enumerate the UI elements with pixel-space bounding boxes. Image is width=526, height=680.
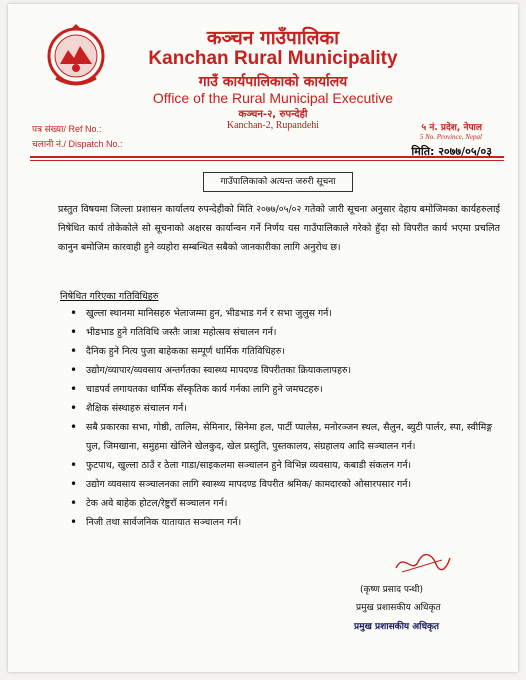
letter-page bbox=[8, 4, 518, 672]
province-np: ५ नं. प्रदेश, नेपाल bbox=[421, 123, 482, 133]
province-en: 5 No. Province, Nepal bbox=[419, 133, 482, 141]
address-np: कञ्चन-२, रुपन्देही bbox=[238, 109, 308, 120]
list-item: • टेक अवे बाहेक होटल/रेष्टुराँ सञ्चालन गर्न। bbox=[70, 494, 502, 513]
letter-date: मिति: २०७७/०५/०३ bbox=[411, 145, 492, 158]
list-item: • उद्योग व्यवसाय सञ्चालनका लागि स्वास्थ्य मापदण्ड विपरीत श्रमिक/ कामदारको ओसारपसार गर्न। bbox=[70, 475, 502, 494]
list-item: • खुल्ला स्थानमा मानिसहरु भेलाजम्मा हुन, भीडभाड गर्न र सभा जुलुस गर्न। bbox=[70, 304, 502, 323]
subject-box: गाउँपालिकाको अत्यन्त जरुरी सूचना bbox=[203, 172, 353, 192]
list-item: • उद्योग/व्यापार/व्यवसाय अन्तर्गतका स्वास्थ्य मापदण्ड विपरीतका क्रियाकलापहरु। bbox=[70, 361, 502, 380]
list-item: • शैक्षिक संस्थाहरु संचालन गर्न। bbox=[70, 399, 502, 418]
office-name-np: गाउँ कार्यपालिकाको कार्यालय bbox=[198, 74, 348, 90]
list-item: • दैनिक हुने नित्य पुजा बाहेकका सम्पूर्ण धार्मिक गतिविधिहरु। bbox=[70, 342, 502, 361]
section-title: निषेधित गरिएका गतिविधिहरु bbox=[60, 291, 159, 302]
list-item: • सबै प्रकारका सभा, गोष्ठी, तालिम, सेमिनार, सिनेमा हल, पार्टी प्यालेस, मनोरञ्जन स्थल, सैलुन, ब्युटी पार्लर, स्पा, स्वीमिङ्ग पुल, जिमखाना, समुहमा खेलिने खेलकुद, खेल प्रस्तुति, पुस्तकालय, संग्रहालय आदि सञ्चालन गर्न। bbox=[70, 418, 502, 456]
header-divider bbox=[30, 156, 504, 158]
address-en: Kanchan-2, Rupandehi bbox=[226, 120, 320, 131]
header-divider-thin bbox=[30, 160, 504, 161]
ref-number-label: पत्र संख्या/ Ref No.: bbox=[32, 124, 102, 134]
signatory-title: प्रमुख प्रशासकीय अधिकृत bbox=[356, 603, 441, 613]
list-item: • भीडभाड हुने गतिविधि जस्तैः जात्रा महोत्सव संचालन गर्न। bbox=[70, 323, 502, 342]
municipality-name-np: कञ्चन गाउँपालिका bbox=[206, 27, 340, 49]
signatory-name: (कृष्ण प्रसाद पन्थी) bbox=[360, 585, 423, 595]
list-item: • चाडपर्व लगायतका धार्मिक सँस्कृतिक कार्य गर्नका लागि हुने जमघटहरु। bbox=[70, 380, 502, 399]
municipality-name-en: Kanchan Rural Municipality bbox=[148, 48, 398, 69]
list-item: • फुटपाथ, खुल्ला ठाउँ र ठेला गाडा/साइकलमा सञ्चालन हुने विभिन्न व्यवसाय, कबाडी संकलन गर्न। bbox=[70, 456, 502, 475]
prohibited-activities-list bbox=[70, 304, 502, 532]
signatory-stamp: प्रमुख प्रशासकीय अधिकृत bbox=[354, 622, 440, 632]
list-item: • निजी तथा सार्वजनिक यातायात सञ्चालन गर्न। bbox=[70, 513, 502, 532]
office-name-en: Office of the Rural Municipal Executive bbox=[152, 90, 394, 106]
dispatch-number-label: चलानी नं./ Dispatch No.: bbox=[32, 139, 123, 149]
notice-body: प्रस्तुत विषयमा जिल्ला प्रशासन कार्यालय रुपन्देहीको मिति २०७७/०५/०२ गतेको जारी सूचना अनुसार देहाय बमोजिमका कार्यहरुलाई निषेधित कार्य तोकेकोले सो सूचनाको अक्षरस कार्यान्वन गर्ने निर्णय यस गाउँपालिकाले गरेको हुँदा सो विपरीत कार्य भएमा प्रचलित कानुन बमोजिम कारवाही हुने व्यहोरा सम्बन्धित सबैको जानकारीका लागि अनुरोध छ। bbox=[58, 204, 500, 253]
signature-icon bbox=[392, 550, 452, 576]
nepal-emblem-icon bbox=[46, 24, 106, 90]
